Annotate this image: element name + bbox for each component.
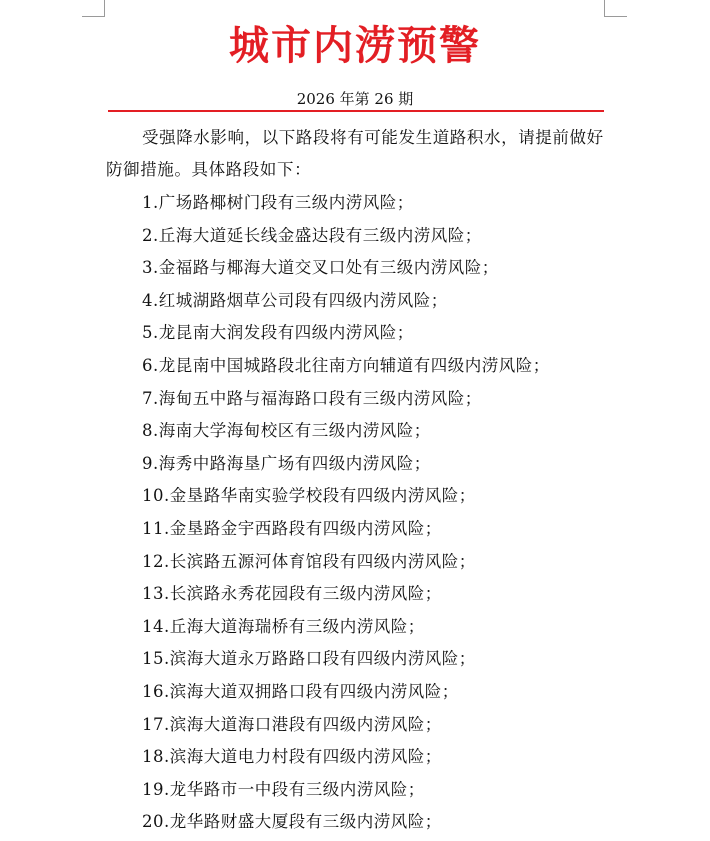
risk-item: 12.长滨路五源河体育馆段有四级内涝风险； — [142, 551, 476, 571]
risk-item: 17.滨海大道海口港段有四级内涝风险； — [142, 714, 442, 734]
risk-item: 8.海南大学海甸校区有三级内涝风险； — [142, 421, 431, 441]
crop-mark-top-left — [82, 0, 105, 17]
risk-item: 10.金垦路华南实验学校段有四级内涝风险； — [142, 486, 476, 506]
risk-item: 9.海秀中路海垦广场有四级内涝风险； — [142, 453, 431, 473]
risk-list — [142, 187, 612, 839]
risk-item: 11.金垦路金宇西路段有四级内涝风险； — [142, 518, 442, 538]
risk-item: 4.红城湖路烟草公司段有四级内涝风险； — [142, 290, 448, 310]
document-title: 城市内涝预警 — [229, 23, 481, 69]
risk-item: 2.丘海大道延长线金盛达段有三级内涝风险； — [142, 225, 482, 245]
risk-item: 18.滨海大道电力村段有四级内涝风险； — [142, 747, 442, 767]
risk-item: 7.海甸五中路与福海路口段有三级内涝风险； — [142, 388, 482, 408]
risk-item: 6.龙昆南中国城路段北往南方向辅道有四级内涝风险； — [142, 355, 550, 375]
risk-item: 20.龙华路财盛大厦段有三级内涝风险； — [142, 812, 442, 832]
issue-number: 2026 年第 26 期 — [296, 90, 414, 108]
risk-item: 15.滨海大道永万路路口段有四级内涝风险； — [142, 649, 476, 669]
risk-item: 1.广场路椰树门段有三级内涝风险； — [142, 193, 414, 212]
risk-item: 3.金福路与椰海大道交叉口处有三级内涝风险； — [142, 258, 499, 278]
intro-paragraph: 受强降水影响，以下路段将有可能发生道路积水，请提前做好防御措施。具体路段如下： — [106, 128, 604, 179]
crop-mark-top-right — [604, 0, 627, 17]
risk-item: 13.长滨路永秀花园段有三级内涝风险； — [142, 584, 442, 604]
header-divider — [108, 110, 604, 112]
risk-item: 5.龙昆南大润发段有四级内涝风险； — [142, 323, 414, 343]
risk-item: 16.滨海大道双拥路口段有四级内涝风险； — [142, 681, 459, 701]
risk-item: 14.丘海大道海瑞桥有三级内涝风险； — [142, 616, 425, 636]
risk-item: 19.龙华路市一中段有三级内涝风险； — [142, 779, 425, 799]
